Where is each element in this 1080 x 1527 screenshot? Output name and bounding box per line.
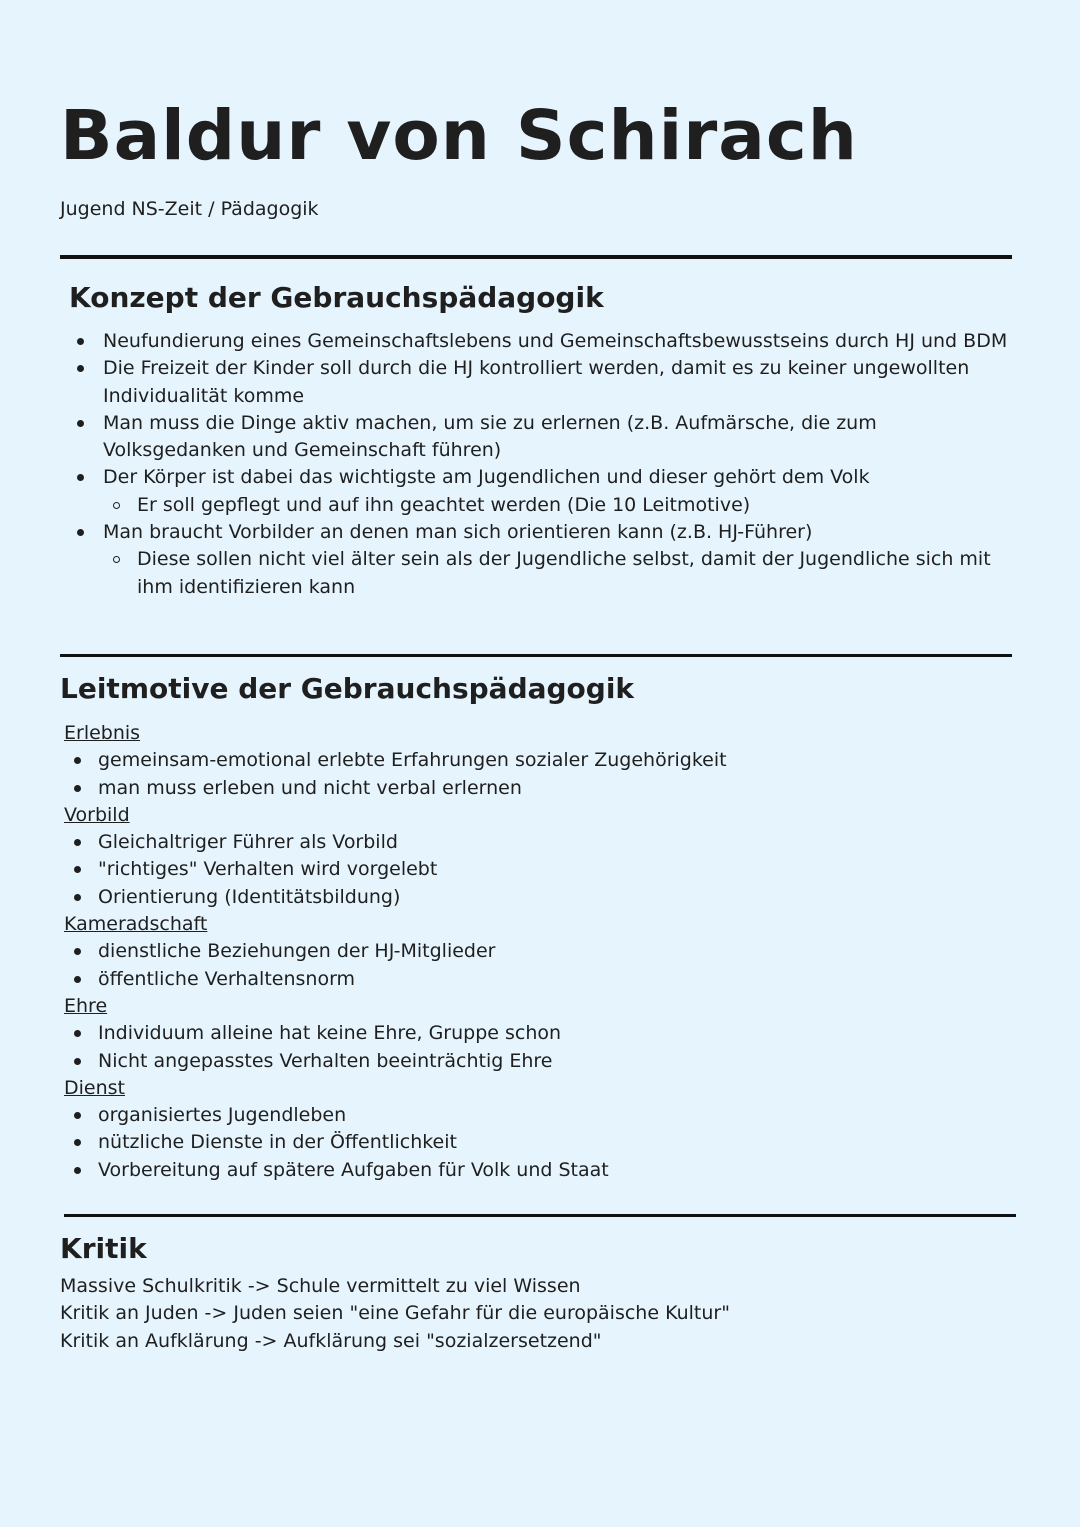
leitmotiv-list [60, 938, 1015, 993]
leitmotiv-label: Kameradschaft [64, 913, 208, 936]
list-item: Der Körper ist dabei das wichtigste am Jugendlichen und dieser gehört dem Volk [60, 464, 1015, 491]
leitmotiv-list [60, 1020, 1015, 1075]
kritik-line: Kritik an Juden -> Juden seien "eine Gefahr für die europäische Kultur" [60, 1302, 730, 1325]
divider [64, 1214, 1016, 1217]
list-item: Die Freizeit der Kinder soll durch die HJ kontrolliert werden, damit es zu keiner ungewollten Individualität komme [60, 355, 1015, 410]
section-konzept [60, 278, 1015, 601]
section-heading: Konzept der Gebrauchspädagogik [69, 281, 604, 314]
sub-list-item: Diese sollen nicht viel älter sein als der Jugendliche selbst, damit der Jugendliche sich mit ihm identifizieren kann [60, 546, 1015, 601]
leitmotiv-list [60, 1102, 1015, 1184]
list-item: Vorbereitung auf spätere Aufgaben für Volk und Staat [60, 1157, 1015, 1184]
kritik-lines [60, 1273, 1015, 1355]
kritik-line: Massive Schulkritik -> Schule vermittelt zu viel Wissen [60, 1275, 581, 1297]
section-heading: Leitmotive der Gebrauchspädagogik [60, 672, 635, 705]
list-item: organisiertes Jugendleben [60, 1102, 1015, 1129]
divider [60, 255, 1012, 259]
sub-list-item: Er soll gepflegt und auf ihn geachtet werden (Die 10 Leitmotive) [60, 492, 1015, 519]
leitmotiv-label: Erlebnis [64, 722, 141, 744]
list-item: Man muss die Dinge aktiv machen, um sie zu erlernen (z.B. Aufmärsche, die zum Volksgedanken und Gemeinschaft führen) [60, 410, 1015, 465]
list-item: "richtiges" Verhalten wird vorgelebt [60, 856, 1015, 883]
list-item: Neufundierung eines Gemeinschaftslebens und Gemeinschaftsbewusstseins durch HJ und BDM [60, 328, 1015, 355]
leitmotiv-label: Vorbild [64, 803, 130, 826]
list-item: dienstliche Beziehungen der HJ-Mitglieder [60, 938, 1015, 965]
list-item: Man braucht Vorbilder an denen man sich orientieren kann (z.B. HJ-Führer) [60, 519, 1015, 546]
page-title: Baldur von Schirach [60, 96, 858, 176]
leitmotive-groups [60, 720, 1015, 1184]
list-item: Nicht angepasstes Verhalten beeinträchtig Ehre [60, 1048, 1015, 1075]
page-subtitle: Jugend NS-Zeit / Pädagogik [60, 198, 319, 220]
list-item: man muss erleben und nicht verbal erlernen [60, 775, 1015, 802]
leitmotiv-list [60, 829, 1015, 911]
leitmotiv-list [60, 747, 1015, 802]
konzept-list [60, 328, 1015, 601]
list-item: öffentliche Verhaltensnorm [60, 966, 1015, 993]
leitmotiv-label: Dienst [64, 1076, 125, 1099]
divider [60, 654, 1012, 657]
list-item: Orientierung (Identitätsbildung) [60, 884, 1015, 911]
section-heading: Kritik [60, 1232, 147, 1265]
section-leitmotive [60, 669, 1015, 1184]
section-kritik [60, 1229, 1015, 1355]
list-item: Individuum alleine hat keine Ehre, Gruppe schon [60, 1020, 1015, 1047]
list-item: Gleichaltriger Führer als Vorbild [60, 829, 1015, 856]
kritik-line: Kritik an Aufklärung -> Aufklärung sei "sozialzersetzend" [60, 1329, 602, 1352]
list-item: gemeinsam-emotional erlebte Erfahrungen sozialer Zugehörigkeit [60, 747, 1015, 774]
leitmotiv-label: Ehre [64, 994, 108, 1017]
list-item: nützliche Dienste in der Öffentlichkeit [60, 1129, 1015, 1156]
